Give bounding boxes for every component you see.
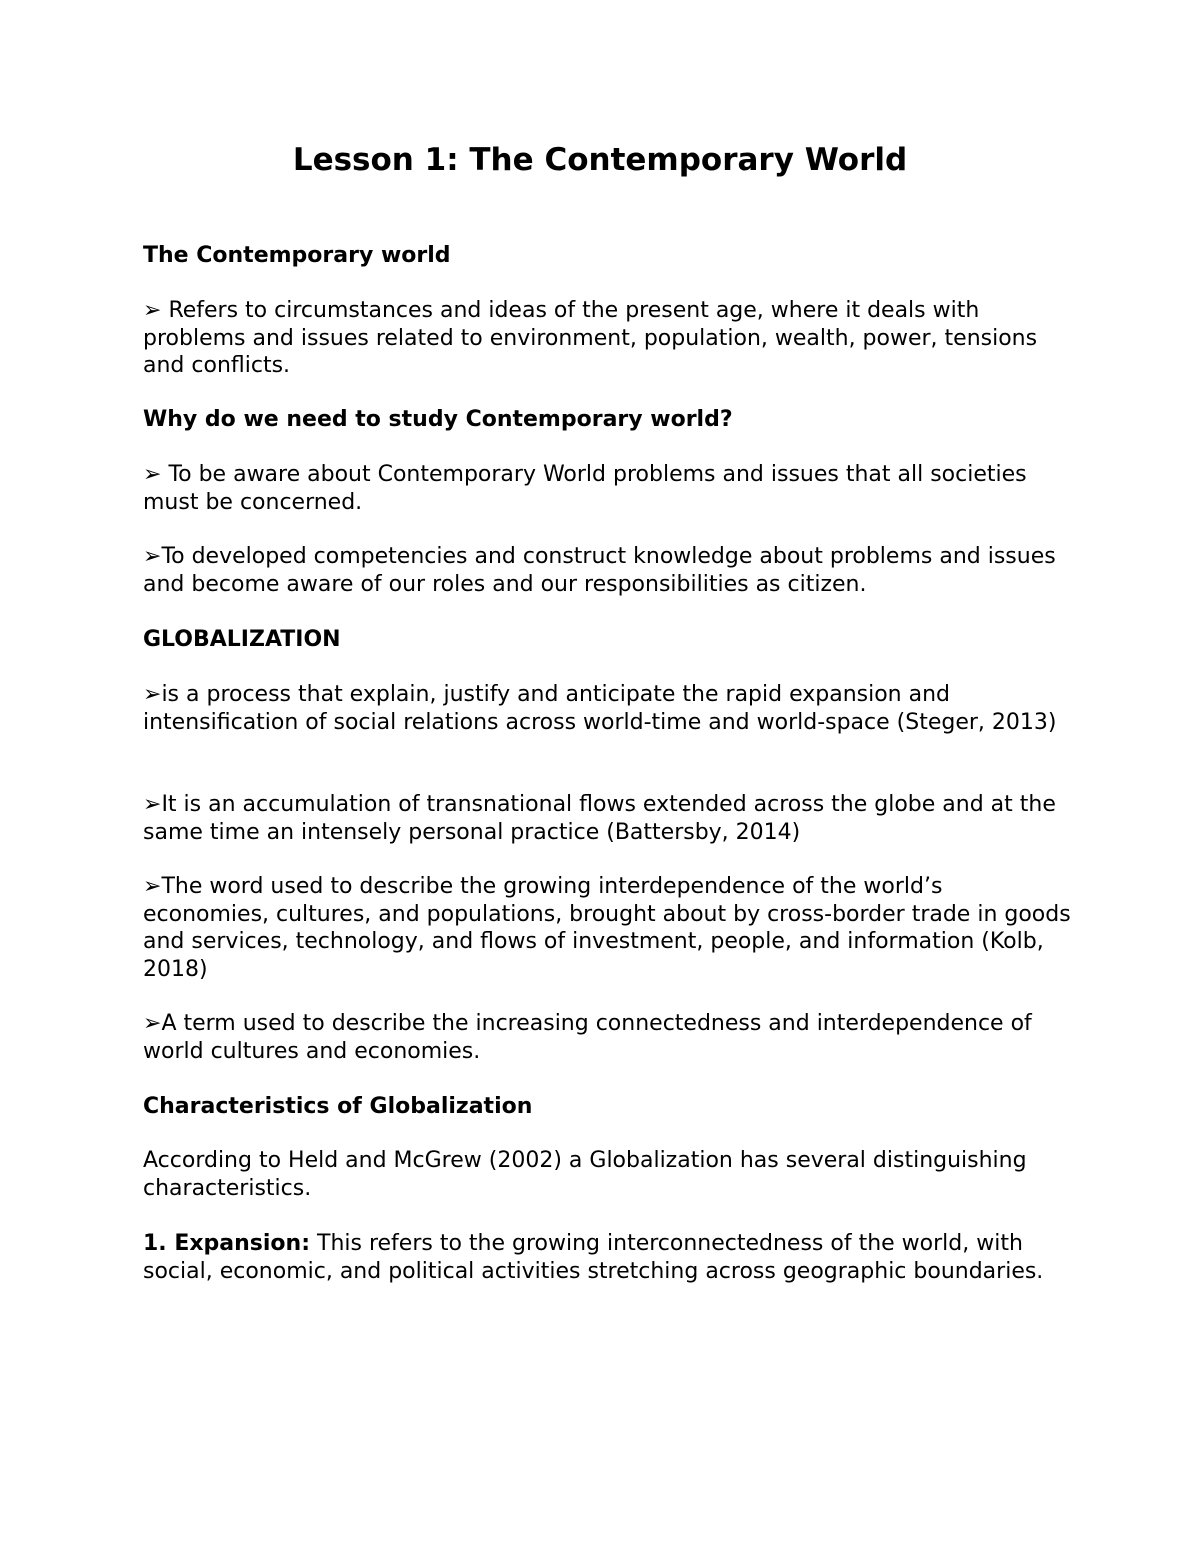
- characteristics-intro: According to Held and McGrew (2002) a Globalization has several distinguishing characteristics.: [143, 1148, 1027, 1201]
- document-title: Lesson 1: The Contemporary World: [292, 142, 908, 178]
- why-study-bullet-2: [143, 543, 1073, 598]
- globalization-bullet-2: [143, 791, 1073, 846]
- globalization-bullet-4: [143, 1010, 1073, 1065]
- section-heading-why-study: Why do we need to study Contemporary world?: [143, 407, 733, 432]
- arrow-bullet-icon: ➢: [143, 874, 162, 899]
- bullet-text: The word used to describe the growing interdependence of the world’s economies, cultures, and populations, brought about by cross-border trade in goods and services, technology, and flows of investment, people, and information (Kolb, 2018): [143, 874, 1071, 982]
- bullet-text: is a process that explain, justify and anticipate the rapid expansion and intensification of social relations across world-time and world-space (Steger, 2013): [143, 682, 1057, 735]
- contemporary-bullet-1: [143, 297, 1073, 380]
- section-heading-characteristics: Characteristics of Globalization: [143, 1094, 533, 1119]
- characteristic-item-label: 1. Expansion:: [143, 1231, 311, 1256]
- arrow-bullet-icon: ➢: [143, 462, 162, 487]
- bullet-text: To be aware about Contemporary World problems and issues that all societies must be concerned.: [143, 462, 1027, 515]
- section-heading-contemporary-world: The Contemporary world: [143, 243, 451, 268]
- arrow-bullet-icon: ➢: [143, 682, 162, 707]
- why-study-bullet-1: [143, 461, 1073, 516]
- arrow-bullet-icon: ➢: [143, 1011, 162, 1036]
- arrow-bullet-icon: ➢: [143, 544, 162, 569]
- arrow-bullet-icon: ➢: [143, 298, 162, 323]
- bullet-text: A term used to describe the increasing connectedness and interdependence of world cultures and economies.: [143, 1011, 1032, 1064]
- characteristic-item-1: [143, 1230, 1073, 1285]
- characteristic-item-text: This refers to the growing interconnectedness of the world, with social, economic, and political activities stretching across geographic boundaries.: [143, 1231, 1044, 1284]
- bullet-text: It is an accumulation of transnational flows extended across the globe and at the same time an intensely personal practice (Battersby, 2014): [143, 792, 1056, 845]
- arrow-bullet-icon: ➢: [143, 792, 162, 817]
- bullet-text: To developed competencies and construct knowledge about problems and issues and become aware of our roles and our responsibilities as citizen.: [143, 544, 1056, 597]
- globalization-bullet-1: [143, 681, 1073, 736]
- bullet-text: Refers to circumstances and ideas of the present age, where it deals with problems and issues related to environment, population, wealth, power, tensions and conflicts.: [143, 298, 1038, 378]
- section-heading-globalization: GLOBALIZATION: [143, 627, 341, 652]
- globalization-bullet-3: [143, 873, 1073, 983]
